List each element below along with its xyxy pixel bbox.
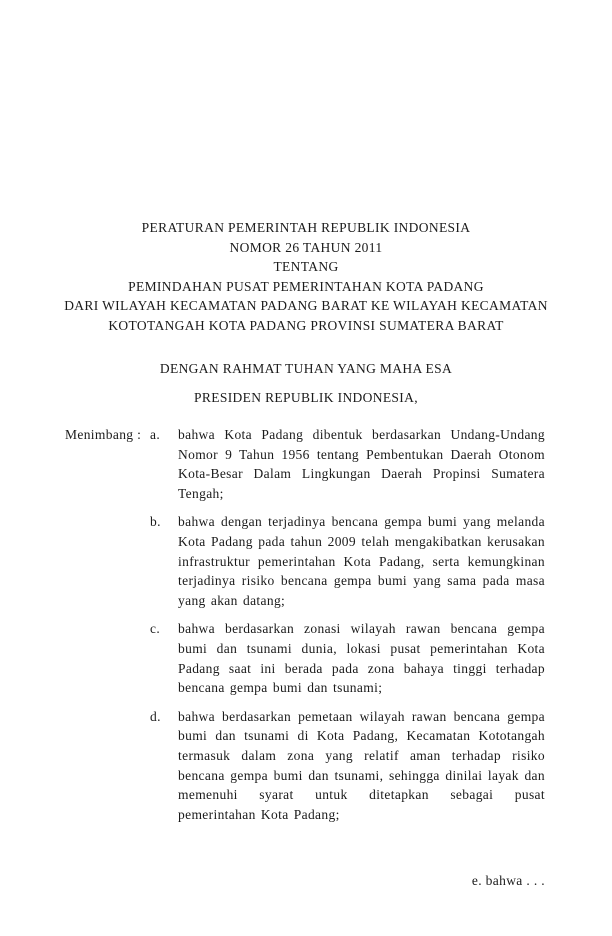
item-letter: a. [150, 427, 161, 442]
item-text: bahwa Kota Padang dibentuk berdasarkan Undang-Undang Nomor 9 Tahun 1956 tentang Pembentukan Daerah Otonom Kota-Besar Dalam Lingkungan Daerah Propinsi Sumatera Tengah; [178, 427, 545, 501]
item-text: bahwa dengan terjadinya bencana gempa bumi yang melanda Kota Padang pada tahun 2009 telah mengakibatkan kerusakan infrastruktur pemerintahan Kota Padang, serta kemungkinan terjadinya risiko bencana gempa bumi yang sama pada masa yang akan datang; [178, 514, 545, 608]
title-line-regulation: PERATURAN PEMERINTAH REPUBLIK INDONESIA [141, 220, 471, 235]
item-letter: d. [150, 708, 161, 724]
item-text: bahwa berdasarkan zonasi wilayah rawan bencana gempa bumi dan tsunami dunia, lokasi pusat pemerintahan Kota Padang saat ini berada pada zona bahaya tinggi terhadap bencana gempa bumi dan tsunami; [178, 621, 545, 696]
item-letter: c. [150, 621, 161, 637]
title-line-subject-1: PEMINDAHAN PUSAT PEMERINTAHAN KOTA PADANG [128, 278, 484, 294]
considering-label: Menimbang : [65, 427, 142, 442]
considering-items [150, 425, 545, 824]
item-text: bahwa berdasarkan pemetaan wilayah rawan bencana gempa bumi dan tsunami di Kota Padang, Kecamatan Kototangah termasuk dalam zona yang relatif aman terhadap risiko bencana gempa bumi dan tsunami, sehingga dinilai layak dan memenuhi syarat untuk ditetapkan sebagai pusat pemerintahan Kota Padang; [178, 708, 545, 822]
title-line-number: NOMOR 26 TAHUN 2011 [229, 239, 383, 255]
authority-line: PRESIDEN REPUBLIK INDONESIA, [194, 390, 418, 405]
considering-item-b [150, 512, 545, 610]
title-line-subject-2: DARI WILAYAH KECAMATAN PADANG BARAT KE WILAYAH KECAMATAN [64, 298, 548, 313]
title-line-about: TENTANG [273, 259, 339, 274]
invocation-line: DENGAN RAHMAT TUHAN YANG MAHA ESA [159, 361, 453, 376]
considering-item-c [150, 619, 545, 697]
considering-item-a [150, 425, 545, 503]
document-title-block [0, 0, 612, 335]
title-line-subject-3: KOTOTANGAH KOTA PADANG PROVINSI SUMATERA BARAT [108, 317, 504, 333]
considering-section [65, 425, 545, 824]
item-letter: b. [150, 514, 161, 530]
page-catchword: e. bahwa . . . [471, 873, 545, 888]
considering-item-d [150, 707, 545, 825]
